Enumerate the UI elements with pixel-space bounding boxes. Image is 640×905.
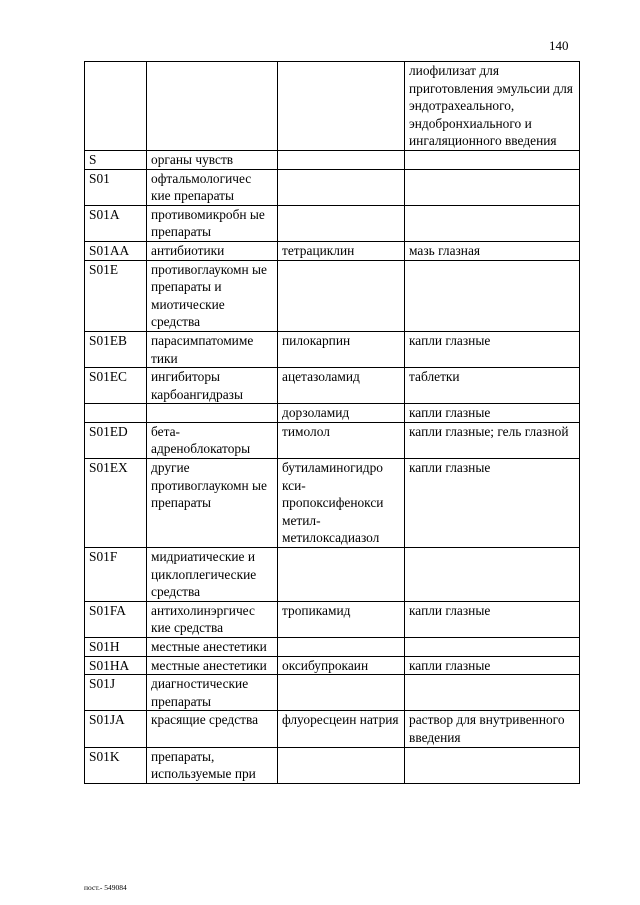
atc-code-cell: S01ED [85, 422, 147, 458]
group-name-cell: мидриатические и циклоплегические средства [147, 548, 278, 602]
table-row [85, 656, 580, 675]
dosage-form-cell: капли глазные; гель глазной [405, 422, 580, 458]
drug-name-cell: бутиламиногидро кси-пропоксифенокси метил-метилоксадиазол [278, 459, 405, 548]
dosage-form-cell [405, 747, 580, 783]
dosage-form-cell [405, 548, 580, 602]
table-row [85, 260, 580, 331]
table-row [85, 404, 580, 423]
group-name-cell: местные анестетики [147, 656, 278, 675]
table-row [85, 459, 580, 548]
group-name-cell: местные анестетики [147, 638, 278, 657]
drug-name-cell [278, 169, 405, 205]
drug-name-cell: тропикамид [278, 601, 405, 637]
atc-code-cell: S01 [85, 169, 147, 205]
atc-code-cell: S01AA [85, 241, 147, 260]
dosage-form-cell: лиофилизат для приготовления эмульсии для эндотрахеального, эндобронхиального и ингаляционного введения [405, 62, 580, 151]
table-row [85, 331, 580, 367]
drug-name-cell: пилокарпин [278, 331, 405, 367]
page-number: 140 [549, 38, 569, 53]
drug-name-cell: дорзоламид [278, 404, 405, 423]
atc-code-cell: S01EC [85, 368, 147, 404]
table-row [85, 675, 580, 711]
group-name-cell: ингибиторы карбоангидразы [147, 368, 278, 404]
atc-code-cell: S01J [85, 675, 147, 711]
group-name-cell: офтальмологичес кие препараты [147, 169, 278, 205]
drug-name-cell [278, 747, 405, 783]
dosage-form-cell [405, 150, 580, 169]
atc-table-body [85, 62, 580, 784]
drug-name-cell [278, 260, 405, 331]
group-name-cell: противоглаукомн ые препараты и миотические средства [147, 260, 278, 331]
atc-drug-table [84, 61, 580, 784]
group-name-cell: бета-адреноблокаторы [147, 422, 278, 458]
group-name-cell [147, 62, 278, 151]
group-name-cell: препараты, используемые при [147, 747, 278, 783]
atc-code-cell: S01H [85, 638, 147, 657]
dosage-form-cell: капли глазные [405, 331, 580, 367]
drug-name-cell [278, 62, 405, 151]
dosage-form-cell [405, 638, 580, 657]
dosage-form-cell: капли глазные [405, 459, 580, 548]
atc-code-cell [85, 62, 147, 151]
dosage-form-cell: капли глазные [405, 404, 580, 423]
dosage-form-cell [405, 675, 580, 711]
group-name-cell: другие противоглаукомн ые препараты [147, 459, 278, 548]
drug-name-cell: флуоресцеин натрия [278, 711, 405, 747]
footer-document-id: пост.- 549084 [84, 883, 127, 892]
table-row [85, 422, 580, 458]
atc-code-cell: S01K [85, 747, 147, 783]
atc-code-cell: S01FA [85, 601, 147, 637]
table-row [85, 548, 580, 602]
drug-name-cell [278, 638, 405, 657]
atc-code-cell: S01EX [85, 459, 147, 548]
dosage-form-cell [405, 169, 580, 205]
table-row [85, 205, 580, 241]
dosage-form-cell [405, 205, 580, 241]
atc-code-cell [85, 404, 147, 423]
table-row [85, 711, 580, 747]
table-row [85, 241, 580, 260]
atc-code-cell: S01JA [85, 711, 147, 747]
group-name-cell: диагностические препараты [147, 675, 278, 711]
table-row [85, 62, 580, 151]
table-row [85, 638, 580, 657]
drug-name-cell [278, 150, 405, 169]
group-name-cell: противомикробн ые препараты [147, 205, 278, 241]
table-row [85, 169, 580, 205]
dosage-form-cell [405, 260, 580, 331]
table-row [85, 368, 580, 404]
group-name-cell: парасимпатомиме тики [147, 331, 278, 367]
dosage-form-cell: мазь глазная [405, 241, 580, 260]
group-name-cell: антибиотики [147, 241, 278, 260]
dosage-form-cell: таблетки [405, 368, 580, 404]
group-name-cell: красящие средства [147, 711, 278, 747]
group-name-cell: антихолинэргичес кие средства [147, 601, 278, 637]
drug-name-cell: тетрациклин [278, 241, 405, 260]
table-row [85, 747, 580, 783]
atc-code-cell: S01A [85, 205, 147, 241]
drug-name-cell: ацетазоламид [278, 368, 405, 404]
atc-code-cell: S [85, 150, 147, 169]
atc-code-cell: S01HA [85, 656, 147, 675]
table-row [85, 601, 580, 637]
table-row [85, 150, 580, 169]
drug-name-cell [278, 548, 405, 602]
drug-name-cell [278, 675, 405, 711]
dosage-form-cell: раствор для внутривенного введения [405, 711, 580, 747]
dosage-form-cell: капли глазные [405, 656, 580, 675]
dosage-form-cell: капли глазные [405, 601, 580, 637]
drug-name-cell [278, 205, 405, 241]
atc-code-cell: S01E [85, 260, 147, 331]
drug-name-cell: оксибупрокаин [278, 656, 405, 675]
group-name-cell [147, 404, 278, 423]
atc-code-cell: S01F [85, 548, 147, 602]
atc-code-cell: S01EB [85, 331, 147, 367]
group-name-cell: органы чувств [147, 150, 278, 169]
drug-name-cell: тимолол [278, 422, 405, 458]
